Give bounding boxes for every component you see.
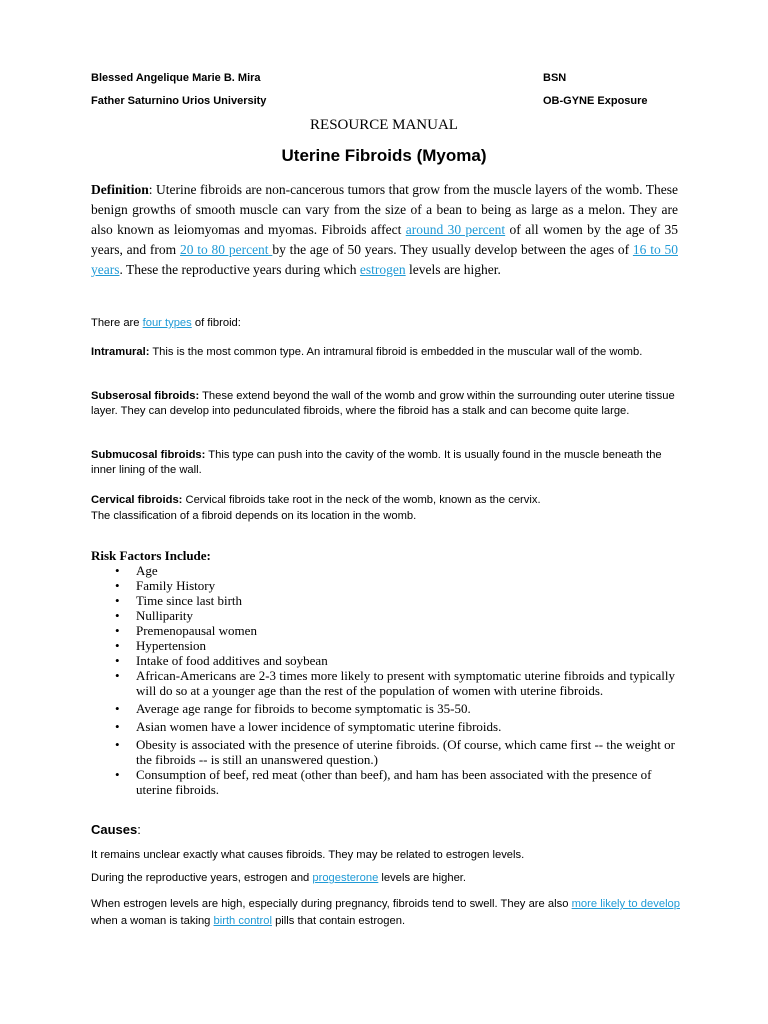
list-item (91, 701, 681, 716)
type-cervical (91, 493, 681, 508)
list-item-text: Age (136, 563, 158, 578)
list-item (91, 623, 681, 638)
causes-paragraph-1: It remains unclear exactly what causes fibroids. They may be related to estrogen levels. (91, 849, 525, 861)
list-item-text: Nulliparity (136, 608, 194, 623)
type-label: Submucosal fibroids: (91, 449, 206, 461)
link-16-to-50-years[interactable]: 16 to 50 years (91, 242, 678, 277)
list-item-text: Hypertension (136, 638, 207, 653)
causes-heading (91, 822, 141, 837)
list-item-text: Premenopausal women (136, 623, 257, 638)
link-four-types[interactable]: four types (142, 317, 192, 329)
document-subtitle: Uterine Fibroids (Myoma) (281, 146, 487, 165)
exposure-label: OB-GYNE Exposure (543, 95, 648, 107)
list-item-text: Obesity is associated with the presence of uterine fibroids. (Of course, which came first -- the weight or the fibroids -- is still an unanswered question.) (136, 737, 675, 767)
bullet-icon: • (115, 608, 120, 623)
list-item (91, 653, 681, 668)
list-item-text: Consumption of beef, red meat (other than beef), and ham has been associated with the presence of uterine fibroids. (136, 767, 652, 797)
list-item (91, 668, 681, 698)
bullet-icon: • (115, 668, 120, 683)
list-item (91, 719, 681, 734)
link-birth-control[interactable]: birth control (213, 915, 272, 927)
list-item-text: Asian women have a lower incidence of symptomatic uterine fibroids. (136, 719, 502, 734)
definition-text: by the age of 50 years. They usually develop between the ages of (272, 242, 633, 257)
causes-text: When estrogen levels are high, especially during pregnancy, fibroids tend to swell. They are also (91, 898, 572, 910)
definition-text: . These the reproductive years during which (119, 262, 360, 277)
risk-factors-list (91, 563, 681, 797)
document-title: RESOURCE MANUAL (310, 117, 458, 133)
bullet-icon: • (115, 737, 120, 752)
program-label: BSN (543, 72, 567, 84)
bullet-icon: • (115, 653, 120, 668)
causes-heading-text: Causes (91, 822, 138, 837)
list-item (91, 563, 681, 578)
bullet-icon: • (115, 638, 120, 653)
list-item-text: African-Americans are 2-3 times more likely to present with symptomatic uterine fibroids and typically will do so at a younger age than the rest of the population of women with uterine fibroids. (136, 668, 675, 698)
type-subserosal (91, 389, 681, 419)
type-description: This is the most common type. An intramural fibroid is embedded in the muscular wall of the womb. (149, 346, 643, 358)
definition-text: : Uterine fibroids are non-cancerous tumors that grow from the muscle layers of the womb. These benign growths of smooth muscle can vary from the size of a bean to being as large as a melon. They are also known as leiomyomas and myomas. Fibroids affect (91, 182, 678, 237)
link-progesterone[interactable]: progesterone (312, 872, 379, 884)
causes-text: During the reproductive years, estrogen and (91, 872, 313, 884)
link-around-30-percent[interactable]: around 30 percent (405, 222, 506, 237)
causes-text: when a woman is taking (91, 915, 214, 927)
type-label: Subserosal fibroids: (91, 390, 200, 402)
list-item (91, 608, 681, 623)
risk-factors-heading: Risk Factors Include: (91, 548, 211, 563)
bullet-icon: • (115, 563, 120, 578)
definition-paragraph (91, 180, 678, 280)
type-description: These extend beyond the wall of the womb and grow within the surrounding outer uterine tissue layer. They can develop into pedunculated fibroids, where the fibroid has a stalk and can become quite large. (91, 390, 675, 417)
definition-text: of all women by the age of 35 years, and from (91, 222, 678, 257)
definition-label: Definition (91, 182, 149, 197)
list-item-text: Family History (136, 578, 216, 593)
types-intro (91, 316, 681, 331)
list-item-text: Average age range for fibroids to become symptomatic is 35-50. (136, 701, 471, 716)
bullet-icon: • (115, 593, 120, 608)
bullet-icon: • (115, 578, 120, 593)
list-item (91, 767, 681, 797)
bullet-icon: • (115, 623, 120, 638)
classification-note: The classification of a fibroid depends on its location in the womb. (91, 510, 417, 522)
list-item-text: Time since last birth (136, 593, 243, 608)
type-description: Cervical fibroids take root in the neck of the womb, known as the cervix. (182, 494, 541, 506)
school-name: Father Saturnino Urios University (91, 95, 267, 107)
bullet-icon: • (115, 701, 120, 716)
causes-paragraph-3 (91, 896, 680, 930)
bullet-icon: • (115, 767, 120, 782)
causes-heading-colon: : (137, 822, 141, 837)
list-item (91, 578, 681, 593)
author-name: Blessed Angelique Marie B. Mira (91, 72, 261, 84)
types-intro-text: There are (91, 317, 143, 329)
list-item (91, 593, 681, 608)
bullet-icon: • (115, 719, 120, 734)
link-20-to-80-percent[interactable]: 20 to 80 percent (179, 242, 273, 257)
list-item (91, 638, 681, 653)
type-description: This type can push into the cavity of the womb. It is usually found in the muscle beneath the inner lining of the wall. (91, 449, 662, 476)
type-intramural (91, 345, 681, 360)
list-item (91, 737, 681, 767)
types-intro-text: of fibroid: (191, 317, 241, 329)
type-submucosal (91, 448, 681, 478)
link-more-likely-to-develop[interactable]: more likely to develop (571, 898, 680, 910)
causes-text: pills that contain estrogen. (271, 915, 406, 927)
link-estrogen[interactable]: estrogen (359, 262, 406, 277)
list-item-text: Intake of food additives and soybean (136, 653, 328, 668)
causes-paragraph-2 (91, 871, 681, 886)
type-label: Intramural: (91, 346, 150, 358)
definition-text: levels are higher. (405, 262, 501, 277)
type-label: Cervical fibroids: (91, 494, 183, 506)
causes-text: levels are higher. (378, 872, 467, 884)
